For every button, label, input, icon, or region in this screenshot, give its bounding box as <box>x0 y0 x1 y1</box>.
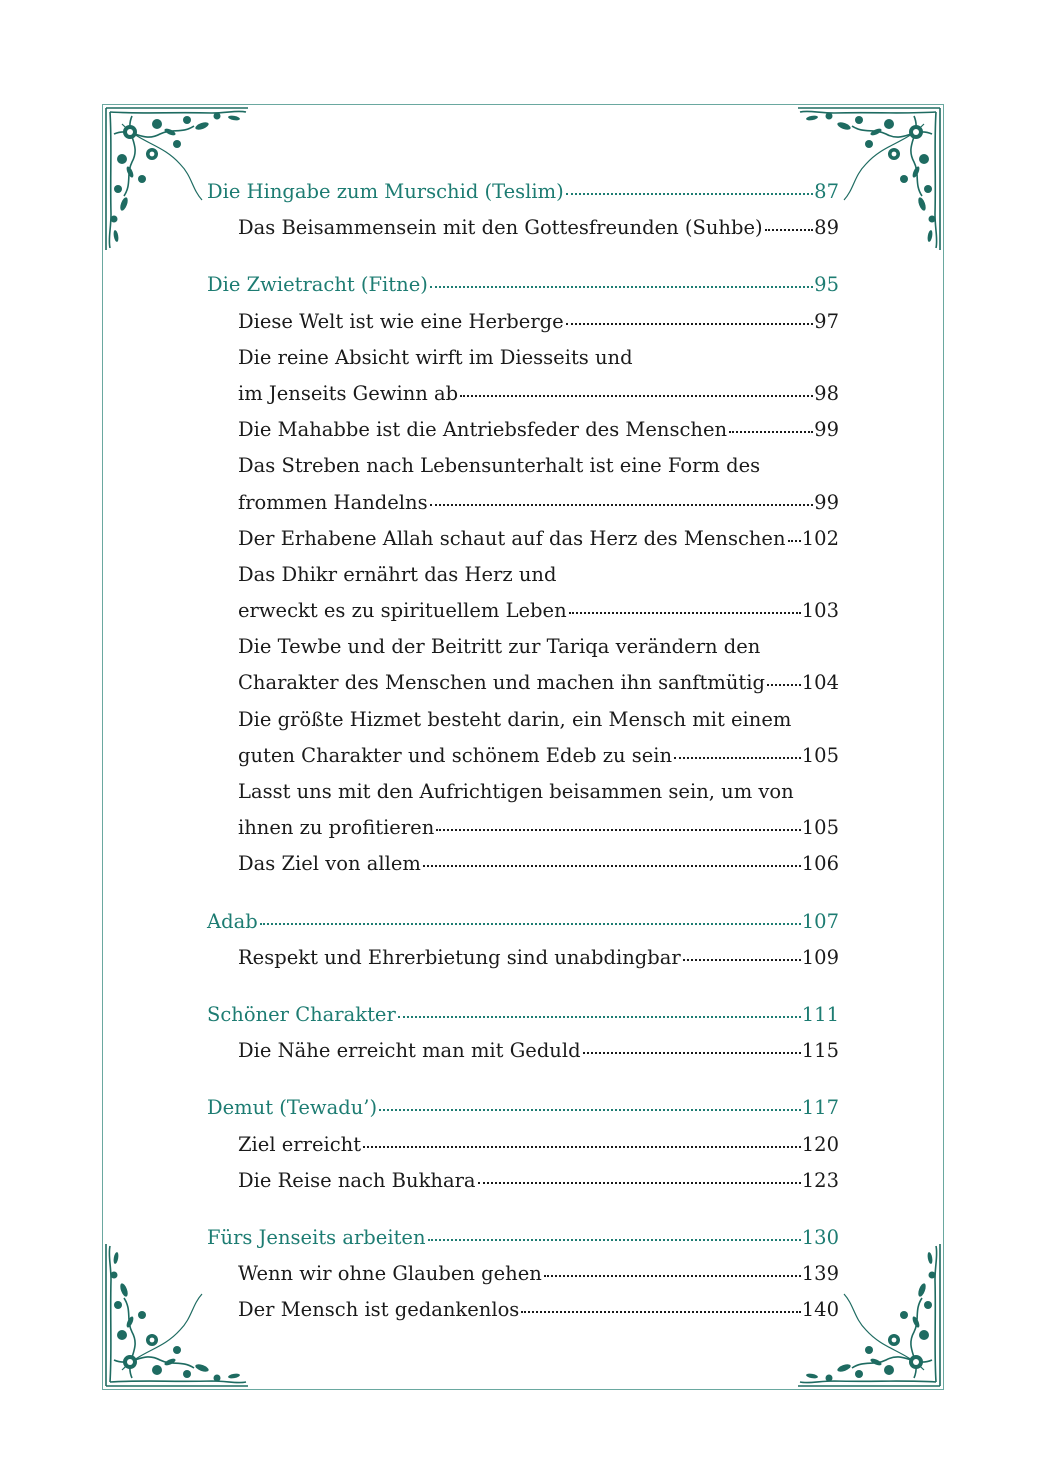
page-number: 99 <box>814 490 839 514</box>
page-number: 98 <box>814 381 839 405</box>
toc-entry[interactable] <box>207 593 839 629</box>
chapter-heading[interactable] <box>207 267 839 303</box>
toc-entry[interactable] <box>207 810 839 846</box>
toc-entry-title: ihnen zu profitieren <box>238 816 435 840</box>
dot-leader <box>430 285 813 288</box>
toc-entry-title: Respekt und Ehrerbietung sind unabdingbar <box>238 945 681 969</box>
dot-leader <box>583 1051 801 1054</box>
toc-entry[interactable] <box>207 340 839 376</box>
toc-entry[interactable] <box>207 1127 839 1163</box>
chapter-heading-title: Fürs Jenseits arbeiten <box>207 1225 426 1249</box>
toc-entry-title: Diese Welt ist wie eine Herberge <box>238 309 564 333</box>
dot-leader <box>765 228 814 231</box>
toc-entry[interactable] <box>207 210 839 246</box>
dot-leader <box>544 1274 801 1277</box>
chapter-heading-title: Schöner Charakter <box>207 1002 396 1026</box>
page-number: 123 <box>801 1168 839 1192</box>
dot-leader <box>260 922 801 925</box>
dot-leader <box>423 864 801 867</box>
toc-entry[interactable] <box>207 1256 839 1292</box>
toc-chapter <box>207 267 839 882</box>
page-number: 111 <box>801 1002 839 1026</box>
toc-entry[interactable] <box>207 557 839 593</box>
toc-entry[interactable] <box>207 304 839 340</box>
toc-entry[interactable] <box>207 846 839 882</box>
toc-entry-title: Charakter des Menschen und machen ihn sanftmütig <box>238 671 765 695</box>
toc-entry-title: Die Nähe erreicht man mit Geduld <box>238 1039 581 1063</box>
toc-entry[interactable] <box>207 702 839 738</box>
page-number: 140 <box>801 1298 839 1322</box>
dot-leader <box>566 322 813 325</box>
toc-entry[interactable] <box>207 412 839 448</box>
page-number: 102 <box>801 526 839 550</box>
dot-leader <box>363 1145 801 1148</box>
page-number: 106 <box>801 852 839 876</box>
chapter-heading-title: Die Zwietracht (Fitne) <box>207 273 428 297</box>
dot-leader <box>767 683 801 686</box>
toc-entry-title: Das Streben nach Lebensunterhalt ist eine Form des <box>238 454 761 478</box>
page-number: 89 <box>814 216 839 240</box>
toc-chapter <box>207 1090 839 1199</box>
toc-entry[interactable] <box>207 1292 839 1328</box>
chapter-heading[interactable] <box>207 904 839 940</box>
dot-leader <box>460 394 813 397</box>
toc-entry[interactable] <box>207 665 839 701</box>
dot-leader <box>379 1108 801 1111</box>
toc-entry[interactable] <box>207 1033 839 1069</box>
toc-entry-title: Lasst uns mit den Aufrichtigen beisammen sein, um von <box>238 780 794 803</box>
page-number: 130 <box>801 1225 839 1249</box>
dot-leader <box>674 756 801 759</box>
table-of-contents <box>207 174 839 1349</box>
chapter-heading[interactable] <box>207 1090 839 1126</box>
toc-entry-title: frommen Handelns <box>238 490 428 514</box>
page-number: 87 <box>814 180 839 203</box>
toc-entry-title: Die Reise nach Bukhara <box>238 1168 476 1192</box>
toc-entry[interactable] <box>207 738 839 774</box>
page-number: 105 <box>801 743 839 767</box>
toc-entry-title: Wenn wir ohne Glauben gehen <box>238 1262 542 1286</box>
page-number: 104 <box>801 671 839 695</box>
dot-leader <box>430 503 814 506</box>
page-number: 103 <box>801 599 839 623</box>
page-number: 95 <box>814 273 839 297</box>
chapter-heading-title: Adab <box>207 909 258 933</box>
toc-chapter <box>207 1220 839 1329</box>
dot-leader <box>398 1015 801 1018</box>
toc-entry-title: Der Erhabene Allah schaut auf das Herz des Menschen <box>238 526 786 550</box>
dot-leader <box>729 430 813 433</box>
toc-entry-title: Der Mensch ist gedankenlos <box>238 1298 520 1322</box>
dot-leader <box>788 539 801 542</box>
toc-entry[interactable] <box>207 448 839 484</box>
toc-entry-title: Das Dhikr ernährt das Herz und <box>238 562 557 586</box>
toc-entry[interactable] <box>207 940 839 976</box>
toc-chapter <box>207 174 839 246</box>
dot-leader <box>478 1181 801 1184</box>
toc-entry[interactable] <box>207 629 839 665</box>
page-number: 109 <box>801 945 839 969</box>
toc-entry[interactable] <box>207 376 839 412</box>
dot-leader <box>436 828 800 831</box>
toc-entry-title: Die Tewbe und der Beitritt zur Tariqa verändern den <box>238 635 761 659</box>
page-number: 105 <box>801 816 839 840</box>
chapter-heading-title: Demut (Tewadu’) <box>207 1096 378 1120</box>
toc-chapter <box>207 997 839 1069</box>
chapter-heading[interactable] <box>207 174 839 210</box>
dot-leader <box>521 1310 800 1313</box>
page-number: 139 <box>801 1262 839 1286</box>
chapter-heading-title: Die Hingabe zum Murschid (Teslim) <box>207 180 564 203</box>
toc-entry-title: Die reine Absicht wirft im Diesseits und <box>238 345 633 369</box>
toc-entry-title: erweckt es zu spirituellem Leben <box>238 599 567 623</box>
dot-leader <box>683 958 801 961</box>
toc-entry[interactable] <box>207 485 839 521</box>
page-number: 97 <box>814 309 839 333</box>
toc-entry-title: Das Beisammensein mit den Gottesfreunden (Suhbe) <box>238 216 763 240</box>
toc-entry-title: guten Charakter und schönem Edeb zu sein <box>238 743 673 767</box>
chapter-heading[interactable] <box>207 1220 839 1256</box>
page-number: 120 <box>801 1132 839 1156</box>
toc-entry[interactable] <box>207 521 839 557</box>
dot-leader <box>428 1238 801 1241</box>
page-number: 117 <box>801 1096 839 1120</box>
toc-entry-title: Die Mahabbe ist die Antriebsfeder des Menschen <box>238 418 728 442</box>
page-number: 99 <box>814 418 839 442</box>
toc-chapter <box>207 904 839 976</box>
toc-entry-title: Ziel erreicht <box>238 1132 362 1156</box>
dot-leader <box>569 611 801 614</box>
toc-entry[interactable] <box>207 774 839 810</box>
chapter-heading[interactable] <box>207 997 839 1033</box>
toc-entry-title: Die größte Hizmet besteht darin, ein Mensch mit einem <box>238 707 792 731</box>
toc-entry-title: im Jenseits Gewinn ab <box>238 381 459 405</box>
toc-entry[interactable] <box>207 1163 839 1199</box>
page-number: 115 <box>801 1039 839 1063</box>
page-number: 107 <box>801 909 839 933</box>
dot-leader <box>566 192 813 195</box>
toc-entry-title: Das Ziel von allem <box>238 852 421 876</box>
